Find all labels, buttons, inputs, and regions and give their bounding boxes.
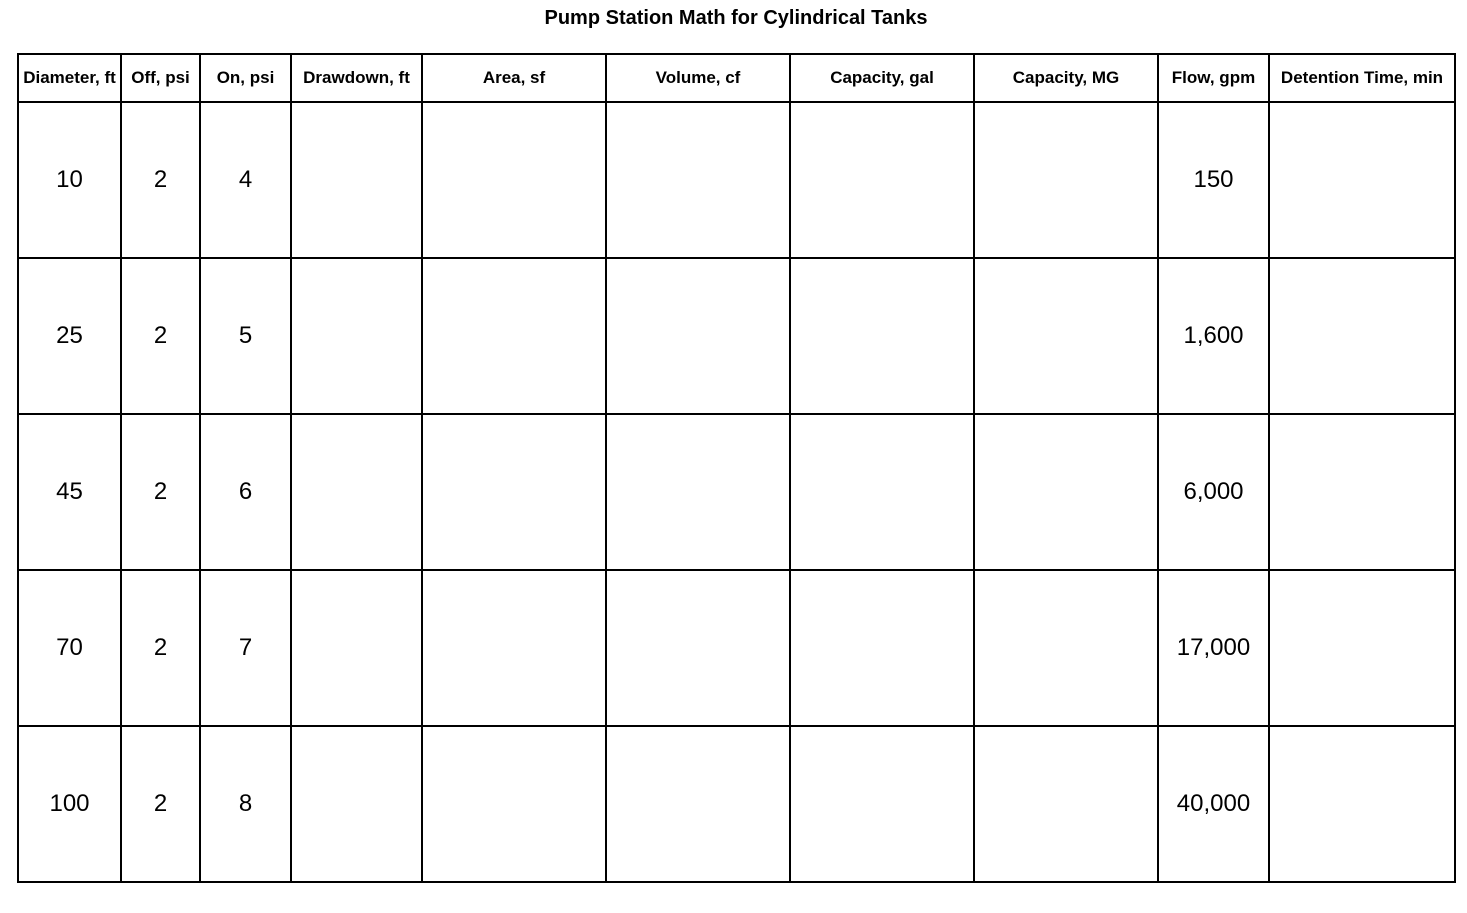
cell-off-psi: 2 <box>121 570 200 726</box>
cell-diameter: 10 <box>18 102 121 258</box>
cell-capacity-gal[interactable] <box>790 570 974 726</box>
header-volume: Volume, cf <box>606 54 790 102</box>
cell-area[interactable] <box>422 570 606 726</box>
cell-capacity-mg[interactable] <box>974 570 1158 726</box>
cell-drawdown[interactable] <box>291 258 422 414</box>
header-drawdown: Drawdown, ft <box>291 54 422 102</box>
cell-on-psi: 5 <box>200 258 291 414</box>
cell-capacity-gal[interactable] <box>790 258 974 414</box>
cell-detention-time[interactable] <box>1269 414 1455 570</box>
cell-detention-time[interactable] <box>1269 570 1455 726</box>
cell-off-psi: 2 <box>121 726 200 882</box>
cell-detention-time[interactable] <box>1269 258 1455 414</box>
cell-capacity-gal[interactable] <box>790 726 974 882</box>
cell-capacity-gal[interactable] <box>790 102 974 258</box>
header-capacity-mg: Capacity, MG <box>974 54 1158 102</box>
cell-capacity-gal[interactable] <box>790 414 974 570</box>
cell-area[interactable] <box>422 726 606 882</box>
cell-capacity-mg[interactable] <box>974 414 1158 570</box>
cell-volume[interactable] <box>606 414 790 570</box>
cell-drawdown[interactable] <box>291 414 422 570</box>
cell-capacity-mg[interactable] <box>974 102 1158 258</box>
cell-diameter: 45 <box>18 414 121 570</box>
cell-volume[interactable] <box>606 102 790 258</box>
cell-on-psi: 7 <box>200 570 291 726</box>
cell-off-psi: 2 <box>121 258 200 414</box>
cell-drawdown[interactable] <box>291 102 422 258</box>
cell-flow: 6,000 <box>1158 414 1269 570</box>
table-row <box>18 726 1455 882</box>
cell-flow: 150 <box>1158 102 1269 258</box>
header-on-psi: On, psi <box>200 54 291 102</box>
header-flow: Flow, gpm <box>1158 54 1269 102</box>
cell-volume[interactable] <box>606 726 790 882</box>
cell-off-psi: 2 <box>121 102 200 258</box>
table-row <box>18 258 1455 414</box>
table-row <box>18 102 1455 258</box>
cell-area[interactable] <box>422 102 606 258</box>
cell-area[interactable] <box>422 414 606 570</box>
cell-flow: 1,600 <box>1158 258 1269 414</box>
cell-flow: 17,000 <box>1158 570 1269 726</box>
header-detention-time: Detention Time, min <box>1269 54 1455 102</box>
header-capacity-gal: Capacity, gal <box>790 54 974 102</box>
cell-capacity-mg[interactable] <box>974 258 1158 414</box>
table-row <box>18 414 1455 570</box>
cell-on-psi: 8 <box>200 726 291 882</box>
cell-drawdown[interactable] <box>291 570 422 726</box>
cell-volume[interactable] <box>606 258 790 414</box>
cell-drawdown[interactable] <box>291 726 422 882</box>
cell-capacity-mg[interactable] <box>974 726 1158 882</box>
cell-flow: 40,000 <box>1158 726 1269 882</box>
cell-on-psi: 6 <box>200 414 291 570</box>
header-area: Area, sf <box>422 54 606 102</box>
cell-area[interactable] <box>422 258 606 414</box>
header-off-psi: Off, psi <box>121 54 200 102</box>
table-row <box>18 570 1455 726</box>
header-diameter: Diameter, ft <box>18 54 121 102</box>
cell-volume[interactable] <box>606 570 790 726</box>
cell-diameter: 25 <box>18 258 121 414</box>
cell-detention-time[interactable] <box>1269 726 1455 882</box>
cell-on-psi: 4 <box>200 102 291 258</box>
cell-diameter: 100 <box>18 726 121 882</box>
pump-station-table <box>17 53 1456 883</box>
header-row <box>18 54 1455 102</box>
cell-diameter: 70 <box>18 570 121 726</box>
cell-off-psi: 2 <box>121 414 200 570</box>
cell-detention-time[interactable] <box>1269 102 1455 258</box>
page-title: Pump Station Math for Cylindrical Tanks <box>544 7 928 29</box>
